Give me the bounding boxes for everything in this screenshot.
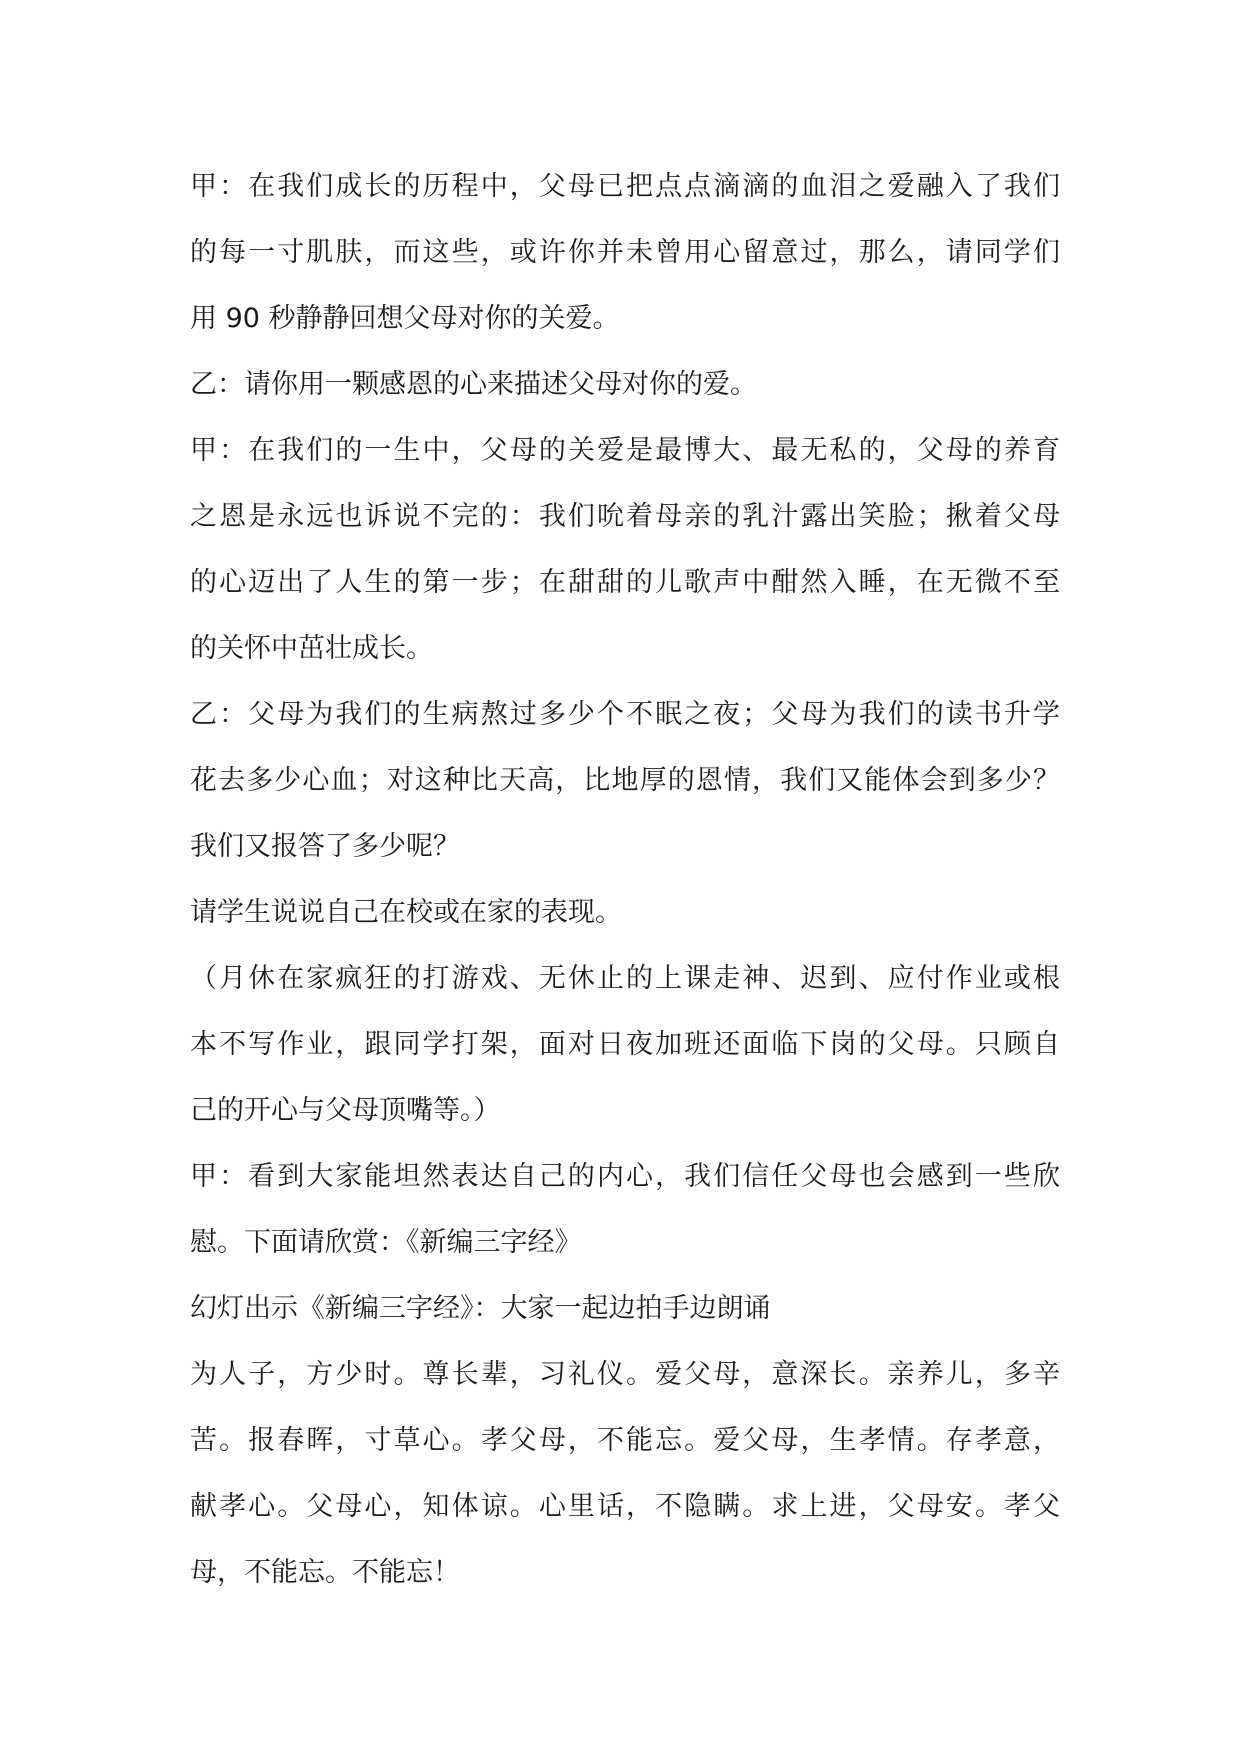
text-line: 甲：看到大家能坦然表达自己的内心，我们信任父母也会感到一些欣 [190,1161,1060,1192]
text-line: 本不写作业，跟同学打架，面对日夜加班还面临下岗的父母。只顾自 [190,1029,1060,1060]
text-line: 慰。下面请欣赏：《新编三字经》 [190,1227,582,1258]
text-line: 献孝心。父母心，知体谅。心里话，不隐瞒。求上进，父母安。孝父 [190,1491,1060,1522]
text-line: 己的开心与父母顶嘴等。） [190,1095,501,1126]
text-line: 甲：在我们的一生中，父母的关爱是最博大、最无私的，父母的养育 [190,435,1060,466]
text-line: 为人子，方少时。尊长辈，习礼仪。爱父母，意深长。亲养儿，多辛 [190,1359,1060,1390]
text-line: 我们又报答了多少呢？ [190,831,460,862]
text-line: 的关怀中茁壮成长。 [190,633,433,664]
text-line: 乙：父母为我们的生病熬过多少个不眠之夜；父母为我们的读书升学 [190,699,1060,730]
document-body [190,154,1060,1606]
text-line: 母，不能忘。不能忘！ [190,1557,460,1588]
text-line: 的心迈出了人生的第一步；在甜甜的儿歌声中酣然入睡，在无微不至 [190,567,1060,598]
text-line: 请学生说说自己在校或在家的表现。 [190,897,622,928]
text-line: 甲：在我们成长的历程中，父母已把点点滴滴的血泪之爱融入了我们 [190,171,1060,202]
text-line: 幻灯出示《新编三字经》：大家一起边拍手边朗诵 [190,1293,771,1324]
text-line: 花去多少心血；对这种比天高，比地厚的恩情，我们又能体会到多少？ [190,765,1060,796]
text-line: 苦。报春晖，寸草心。孝父母，不能忘。爱父母，生孝情。存孝意， [190,1425,1060,1456]
text-line: 之恩是永远也诉说不完的：我们吮着母亲的乳汁露出笑脸；揪着父母 [190,501,1060,532]
text-line: 用 90 秒静静回想父母对你的关爱。 [190,303,620,334]
text-line: （月休在家疯狂的打游戏、无休止的上课走神、迟到、应付作业或根 [190,963,1060,994]
text-line: 的每一寸肌肤，而这些，或许你并未曾用心留意过，那么，请同学们 [190,237,1060,268]
text-line: 乙：请你用一颗感恩的心来描述父母对你的爱。 [190,369,757,400]
